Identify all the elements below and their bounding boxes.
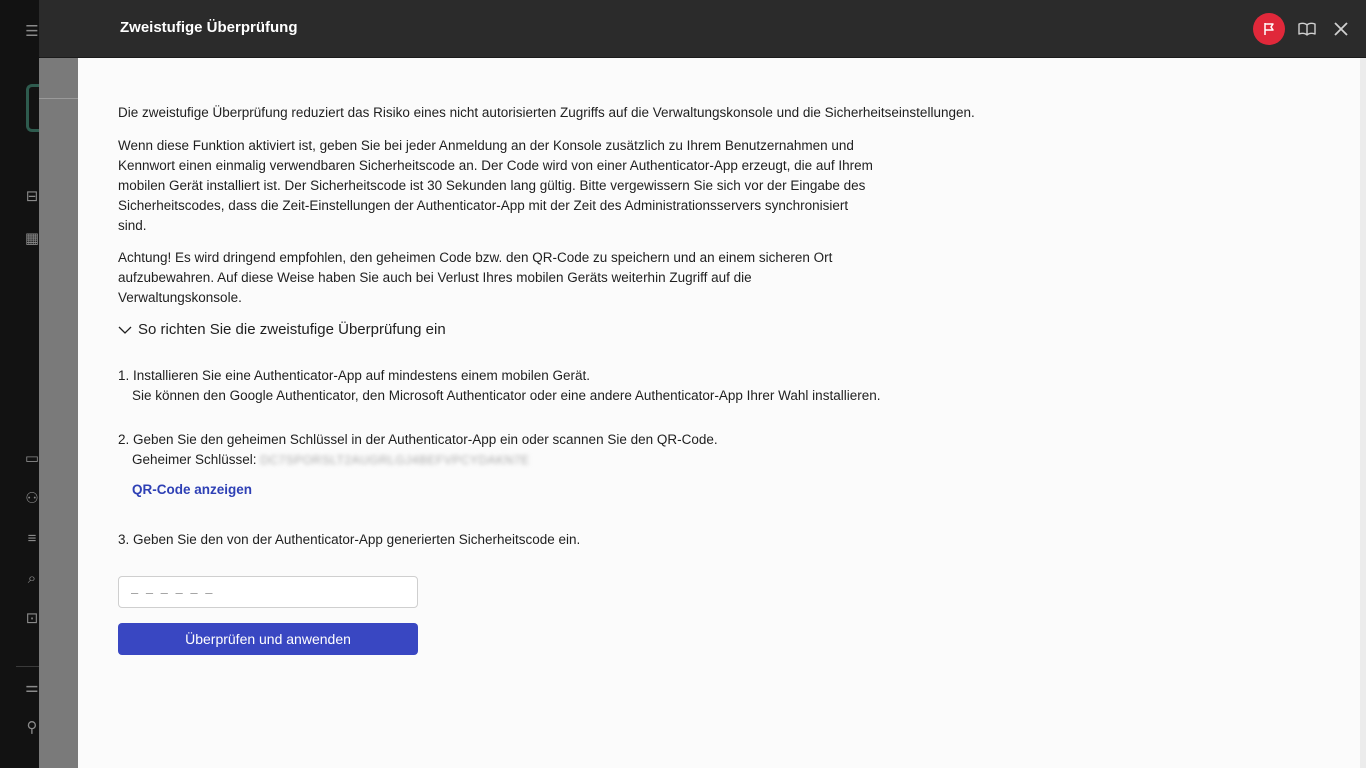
devices-icon: ▭ [24,450,40,467]
background-sidebar [0,0,40,768]
panel-body [78,58,1366,768]
background-content [39,58,79,768]
intro-summary: Die zweistufige Überprüfung reduziert das Risiko eines nicht autorisierten Zugriffs auf die Verwaltungskonsole und die Sicherheitseinstellungen. [118,105,975,120]
dashboard-icon: ⊟ [25,188,39,205]
menu-icon: ☰ [25,23,39,40]
background-divider [39,98,79,99]
panel-header [39,0,1366,57]
secret-key-label: Geheimer Schlüssel: [132,452,257,467]
verify-apply-button[interactable]: Überprüfen und anwenden [118,623,418,655]
show-qr-code-link[interactable]: QR-Code anzeigen [132,482,253,497]
step-install-app [118,366,880,406]
intro-warning: Achtung! Es wird dringend empfohlen, den geheimen Code bzw. den QR-Code zu speichern und an einem sicheren Ort aufzubewahren. Auf diese Weise haben Sie auch bei Verlust Ihres mobilen Geräts weiterhin Zugriff auf die Verwaltungskonsole. [118,250,833,305]
step-1-hint: Sie können den Google Authenticator, den Microsoft Authenticator oder eine andere Authenticator-App Ihrer Wahl installieren. [132,388,881,403]
book-icon [1298,21,1316,37]
monitoring-icon: ▦ [24,230,40,247]
close-icon [1334,22,1348,36]
scrollbar[interactable] [1360,58,1366,768]
close-button[interactable] [1325,13,1357,45]
step-2-text: 2. Geben Sie den geheimen Schlüssel in der Authenticator-App ein oder scannen Sie den QR-Code. [118,432,718,447]
secret-key-row [118,450,718,470]
help-book-button[interactable] [1291,13,1323,45]
chevron-down-icon [118,325,132,335]
step-enter-code [118,530,580,550]
panel-title: Zweistufige Überprüfung [120,19,298,36]
intro-description: Wenn diese Funktion aktiviert ist, geben Sie bei jeder Anmeldung an der Konsole zusätzlich zu Ihrem Benutzernahmen und Kennwort einen einmalig verwendbaren Sicherheitscode an. Der Code wird von einer Authenticator-App erzeugt, die auf Ihrem mobilen Gerät installiert ist. Der Sicherheitscode ist 30 Sekunden lang gültig. Bitte vergewissern Sie sich vor der Eingabe des Sicherheitscodes, dass die Zeit-Einstellungen der Authenticator-App mit der Zeit des Administrationsservers synchronisiert sind. [118,138,873,233]
users-icon: ⚇ [25,490,39,507]
security-code-input[interactable] [118,576,418,608]
account-icon: ⚲ [26,719,38,736]
step-3-text: 3. Geben Sie den von der Authenticator-App generierten Sicherheitscode ein. [118,532,581,547]
assets-icon: ≡ [27,530,37,547]
setup-instructions-toggle[interactable] [118,321,446,338]
marketplace-icon: ⊡ [25,610,39,627]
secret-key-value: DC7SPORSLT2AUGRLGJ4BEFVPCYDAKN7E [260,453,530,467]
setup-toggle-label: So richten Sie die zweistufige Überprüfung ein [138,321,446,338]
flag-button[interactable] [1253,13,1285,45]
step-enter-secret [118,430,718,470]
step-1-text: 1. Installieren Sie eine Authenticator-App auf mindestens einem mobilen Gerät. [118,368,591,383]
search-icon: ⌕ [27,570,37,587]
settings-sliders-icon: ⚌ [25,679,39,696]
flag-icon [1261,21,1277,37]
